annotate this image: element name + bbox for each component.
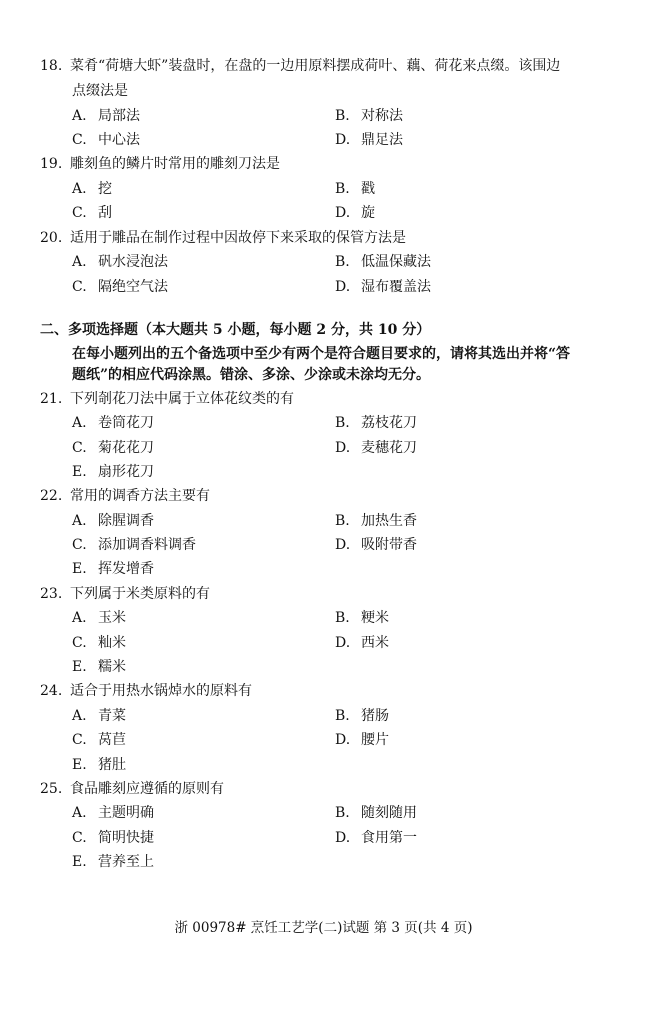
question-text: 食品雕刻应遵循的原则有 bbox=[70, 781, 224, 797]
option-24-e bbox=[72, 755, 126, 775]
option-18-c bbox=[72, 130, 140, 150]
option-21-a bbox=[72, 413, 154, 433]
question-23-stem bbox=[40, 584, 210, 604]
option-text: 莴苣 bbox=[98, 732, 126, 748]
question-text: 适用于雕品在制作过程中因故停下来采取的保管方法是 bbox=[70, 230, 406, 246]
question-number: 22. bbox=[40, 488, 63, 504]
option-text: 籼米 bbox=[98, 635, 126, 651]
option-text: 麦穗花刀 bbox=[361, 440, 417, 456]
option-text: 吸附带香 bbox=[361, 537, 417, 553]
option-letter: D. bbox=[335, 132, 351, 148]
question-text: 下列属于米类原料的有 bbox=[70, 586, 210, 602]
option-24-a bbox=[72, 706, 126, 726]
option-letter: A. bbox=[72, 708, 87, 724]
option-23-d bbox=[335, 633, 389, 653]
option-letter: C. bbox=[72, 635, 87, 651]
option-letter: A. bbox=[72, 513, 87, 529]
option-letter: A. bbox=[72, 805, 87, 821]
option-letter: B. bbox=[335, 415, 350, 431]
option-text: 隔绝空气法 bbox=[98, 279, 168, 295]
option-22-e bbox=[72, 559, 154, 579]
question-18-stem bbox=[40, 56, 560, 76]
question-24-stem bbox=[40, 681, 252, 701]
option-text: 食用第一 bbox=[361, 830, 417, 846]
option-text: 鼎足法 bbox=[361, 132, 403, 148]
section-instruction: 题纸”的相应代码涂黑。错涂、多涂、少涂或未涂均无分。 bbox=[72, 367, 431, 383]
option-letter: C. bbox=[72, 830, 87, 846]
option-letter: B. bbox=[335, 108, 350, 124]
option-24-d bbox=[335, 730, 389, 750]
option-text: 挖 bbox=[98, 181, 112, 197]
option-letter: A. bbox=[72, 415, 87, 431]
option-21-c bbox=[72, 438, 154, 458]
question-22-stem bbox=[40, 486, 210, 506]
question-text: 菜肴“荷塘大虾”装盘时，在盘的一边用原料摆成荷叶、藕、荷花来点缀。该围边 bbox=[70, 58, 561, 74]
option-letter: C. bbox=[72, 440, 87, 456]
option-text: 随刻随用 bbox=[361, 805, 417, 821]
option-letter: E. bbox=[72, 757, 87, 773]
option-20-b bbox=[335, 252, 431, 272]
option-text: 腰片 bbox=[361, 732, 389, 748]
question-text: 适合于用热水锅焯水的原料有 bbox=[70, 683, 252, 699]
option-text: 对称法 bbox=[361, 108, 403, 124]
option-letter: B. bbox=[335, 254, 350, 270]
option-letter: D. bbox=[335, 440, 351, 456]
option-letter: C. bbox=[72, 537, 87, 553]
question-text: 下列剞花刀法中属于立体花纹类的有 bbox=[70, 391, 294, 407]
option-letter: B. bbox=[335, 708, 350, 724]
option-text: 猪肠 bbox=[361, 708, 389, 724]
question-number: 24. bbox=[40, 683, 63, 699]
option-text: 玉米 bbox=[98, 610, 126, 626]
option-19-b bbox=[335, 179, 375, 199]
option-text: 加热生香 bbox=[361, 513, 417, 529]
option-letter: A. bbox=[72, 610, 87, 626]
option-letter: C. bbox=[72, 732, 87, 748]
question-number: 25. bbox=[40, 781, 63, 797]
option-text: 中心法 bbox=[98, 132, 140, 148]
option-25-d bbox=[335, 828, 417, 848]
option-letter: D. bbox=[335, 279, 351, 295]
option-23-c bbox=[72, 633, 126, 653]
option-22-b bbox=[335, 511, 417, 531]
option-text: 低温保藏法 bbox=[361, 254, 431, 270]
section-heading: 二、多项选择题（本大题共 5 小题，每小题 2 分，共 10 分） bbox=[40, 322, 431, 338]
option-18-a bbox=[72, 106, 140, 126]
option-letter: C. bbox=[72, 132, 87, 148]
option-letter: D. bbox=[335, 732, 351, 748]
option-text: 除腥调香 bbox=[98, 513, 154, 529]
question-25-stem bbox=[40, 779, 224, 799]
option-text: 扇形花刀 bbox=[98, 464, 154, 480]
option-23-e bbox=[72, 657, 126, 677]
option-21-d bbox=[335, 438, 417, 458]
option-21-b bbox=[335, 413, 417, 433]
option-letter: C. bbox=[72, 205, 87, 221]
option-text: 旋 bbox=[361, 205, 375, 221]
option-19-c bbox=[72, 203, 112, 223]
question-18-stem-cont: 点缀法是 bbox=[72, 83, 128, 99]
option-18-b bbox=[335, 106, 403, 126]
option-text: 刮 bbox=[98, 205, 112, 221]
option-letter: D. bbox=[335, 830, 351, 846]
option-letter: A. bbox=[72, 181, 87, 197]
option-letter: B. bbox=[335, 805, 350, 821]
option-20-c bbox=[72, 277, 168, 297]
option-19-a bbox=[72, 179, 112, 199]
section-instruction: 在每小题列出的五个备选项中至少有两个是符合题目要求的，请将其选出并将“答 bbox=[72, 346, 571, 362]
option-20-d bbox=[335, 277, 431, 297]
option-22-a bbox=[72, 511, 154, 531]
option-text: 西米 bbox=[361, 635, 389, 651]
option-22-c bbox=[72, 535, 196, 555]
option-letter: E. bbox=[72, 464, 87, 480]
option-24-c bbox=[72, 730, 126, 750]
option-23-a bbox=[72, 608, 126, 628]
option-text: 青菜 bbox=[98, 708, 126, 724]
option-text: 简明快捷 bbox=[98, 830, 154, 846]
option-letter: B. bbox=[335, 610, 350, 626]
option-letter: D. bbox=[335, 205, 351, 221]
option-letter: E. bbox=[72, 659, 87, 675]
option-letter: E. bbox=[72, 854, 87, 870]
question-21-stem bbox=[40, 389, 294, 409]
option-letter: A. bbox=[72, 108, 87, 124]
option-text: 主题明确 bbox=[98, 805, 154, 821]
option-text: 卷筒花刀 bbox=[98, 415, 154, 431]
option-22-d bbox=[335, 535, 417, 555]
option-25-c bbox=[72, 828, 154, 848]
option-25-b bbox=[335, 803, 417, 823]
question-19-stem bbox=[40, 154, 280, 174]
option-text: 戳 bbox=[361, 181, 375, 197]
option-letter: E. bbox=[72, 561, 87, 577]
option-text: 添加调香料调香 bbox=[98, 537, 196, 553]
option-25-e bbox=[72, 852, 154, 872]
option-letter: D. bbox=[335, 537, 351, 553]
question-text: 常用的调香方法主要有 bbox=[70, 488, 210, 504]
option-text: 挥发增香 bbox=[98, 561, 154, 577]
option-19-d bbox=[335, 203, 375, 223]
option-18-d bbox=[335, 130, 403, 150]
option-text: 湿布覆盖法 bbox=[361, 279, 431, 295]
option-21-e bbox=[72, 462, 154, 482]
question-number: 20. bbox=[40, 230, 63, 246]
option-letter: B. bbox=[335, 513, 350, 529]
option-text: 局部法 bbox=[98, 108, 140, 124]
option-letter: D. bbox=[335, 635, 351, 651]
option-24-b bbox=[335, 706, 389, 726]
option-letter: B. bbox=[335, 181, 350, 197]
question-number: 19. bbox=[40, 156, 63, 172]
option-text: 糯米 bbox=[98, 659, 126, 675]
page-footer: 浙 00978# 烹饪工艺学(二)试题 第 3 页(共 4 页) bbox=[174, 920, 473, 936]
option-letter: C. bbox=[72, 279, 87, 295]
option-text: 粳米 bbox=[361, 610, 389, 626]
question-20-stem bbox=[40, 228, 406, 248]
option-25-a bbox=[72, 803, 154, 823]
question-number: 21. bbox=[40, 391, 63, 407]
question-text: 雕刻鱼的鳞片时常用的雕刻刀法是 bbox=[70, 156, 280, 172]
option-text: 矾水浸泡法 bbox=[98, 254, 168, 270]
option-23-b bbox=[335, 608, 389, 628]
question-number: 23. bbox=[40, 586, 63, 602]
option-text: 营养至上 bbox=[98, 854, 154, 870]
question-number: 18. bbox=[40, 58, 63, 74]
option-letter: A. bbox=[72, 254, 87, 270]
option-text: 猪肚 bbox=[98, 757, 126, 773]
option-20-a bbox=[72, 252, 168, 272]
option-text: 菊花花刀 bbox=[98, 440, 154, 456]
option-text: 荔枝花刀 bbox=[361, 415, 417, 431]
